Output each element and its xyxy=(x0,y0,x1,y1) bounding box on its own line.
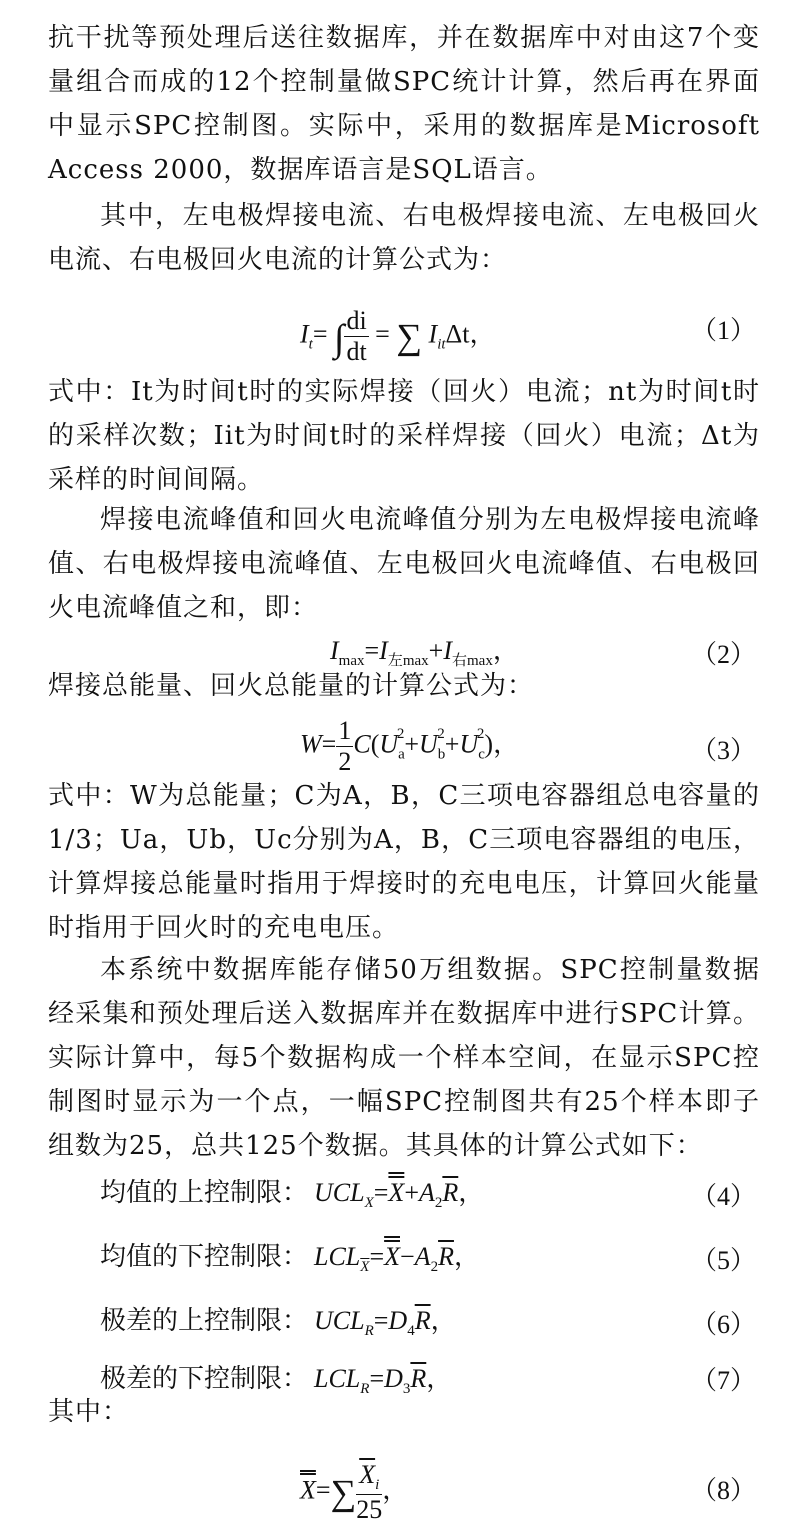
equation-7: 极差的下控制限： $LCL_R=D_3\overline{R}$， （7） xyxy=(0,1352,800,1412)
control-label: 极差的下控制限： xyxy=(100,1364,309,1394)
equation-2: $I_{max}=I_{左max}+I_{右max}$， （2） xyxy=(330,636,756,669)
paragraph-peak-current: 焊接电流峰值和回火电流峰值分别为左电极焊接电流峰值、右电极焊接电流峰值、左电极回火电流峰值、右电极回火电流峰值之和，即： xyxy=(48,505,760,623)
equation-number: （5） xyxy=(690,1246,756,1275)
equation-number: （1） xyxy=(690,316,756,345)
equation-number: （7） xyxy=(690,1366,756,1395)
equation-5: 均值的下控制限： $LCL_{\overline{X}}=X-A_2\overline{R}$， （5） xyxy=(0,1230,800,1290)
control-label: 均值的下控制限： xyxy=(100,1242,309,1272)
paragraph-variables-1: 式中：It为时间t时的实际焊接（回火）电流；nt为时间t时的采样次数；Iit为时间t时的采样焊接（回火）电流；Δt为采样的时间间隔。 xyxy=(48,377,760,495)
paragraph-energy-formula-intro: 焊接总能量、回火总能量的计算公式为： xyxy=(48,671,535,701)
paragraph-current-formula-intro: 其中，左电极焊接电流、右电极焊接电流、左电极回火电流、右电极回火电流的计算公式为： xyxy=(48,201,760,275)
equation-number: （6） xyxy=(690,1310,756,1339)
control-label: 极差的上控制限： xyxy=(100,1306,309,1336)
equation-1: $I_t=$ ∫ $\frac{di}{dt}$ = ∑ $I_{it}\Delta t$， （1） xyxy=(300,306,756,366)
paragraph-where: 其中： xyxy=(48,1397,130,1427)
paragraph-database-spc: 本系统中数据库能存储50万组数据。SPC控制量数据经采集和预处理后送入数据库并在数据库中进行SPC计算。实际计算中，每5个数据构成一个样本空间，在显示SPC控制图时显示为一个点，一幅SPC控制图共有25个样本即子组数为25，总共125个数据。其具体的计算公式如下： xyxy=(48,955,760,1161)
equation-8: X=∑ $\frac{\overline{X}_i}{25}$ ， （8） xyxy=(300,1460,756,1524)
equation-6: 极差的上控制限： $UCL_R=D_4\overline{R}$， （6） xyxy=(0,1294,800,1354)
control-label: 均值的上控制限： xyxy=(100,1178,309,1208)
equation-number: （3） xyxy=(690,736,756,765)
paragraph-intro: 抗干扰等预处理后送往数据库，并在数据库中对由这7个变量组合而成的12个控制量做SPC统计计算，然后再在界面中显示SPC控制图。实际中，采用的数据库是Microsoft Access 2000，数据库语言是SQL语言。 xyxy=(48,23,760,185)
equation-number: （2） xyxy=(690,640,756,669)
paragraph-variables-3: 式中：W为总能量；C为A，B，C三项电容器组总电容量的1/3；Ua，Ub，Uc分别为A，B，C三项电容器组的电压，计算焊接总能量时指用于焊接时的充电电压，计算回火能量时指用于回火时的充电电压。 xyxy=(48,781,760,943)
equation-number: （4） xyxy=(690,1182,756,1211)
equation-number: （8） xyxy=(690,1476,756,1505)
equation-4: 均值的上控制限： $UCL_X=X+A_2\overline{R}$， （4） xyxy=(0,1166,800,1226)
equation-3: W= $\frac{1}{2}$ $C(U_a^2+U_b^2+U_c^2)$， （3） xyxy=(300,716,756,776)
